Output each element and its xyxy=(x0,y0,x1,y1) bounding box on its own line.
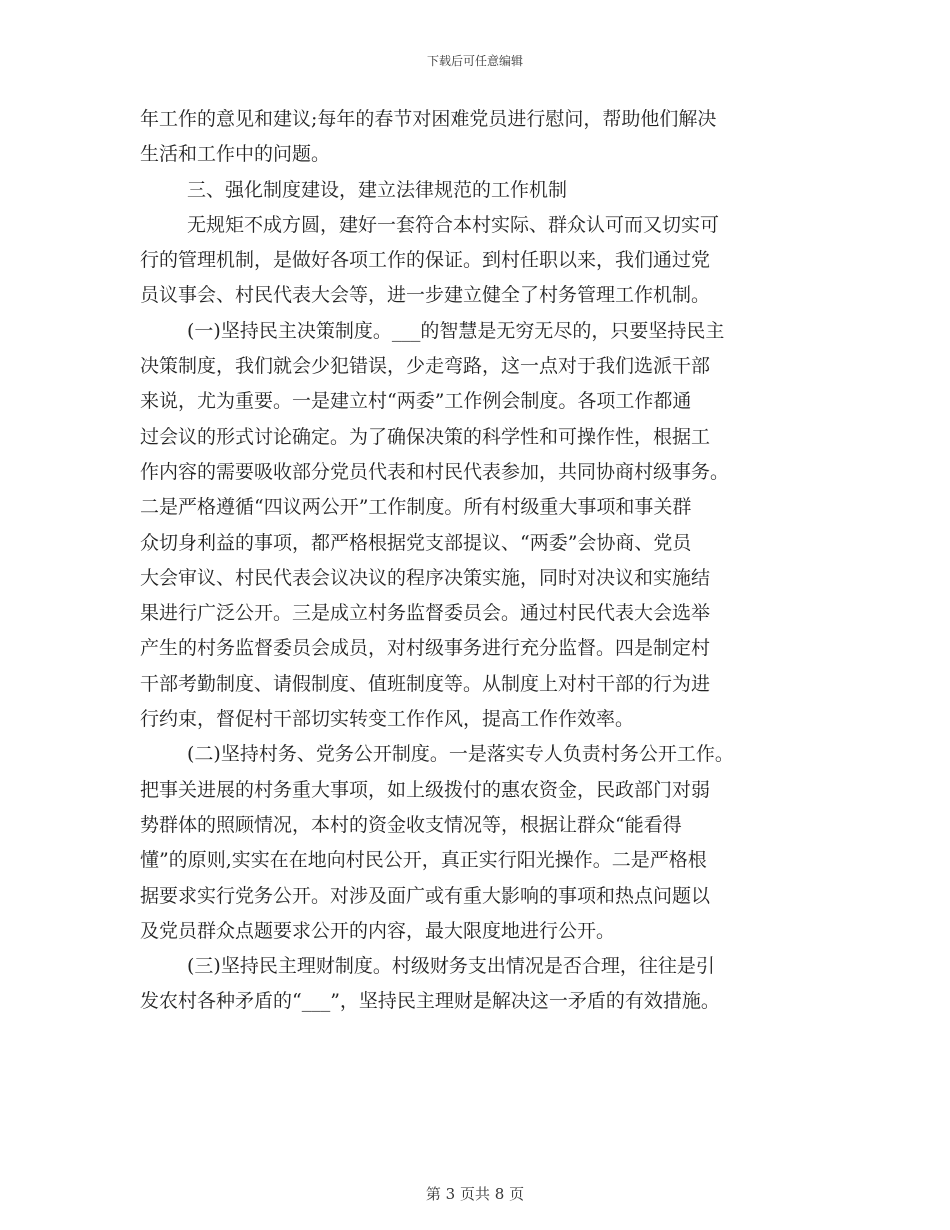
document-body xyxy=(140,102,816,1020)
section-heading: 三、强化制度建设，建立法律规范的工作机制 xyxy=(187,178,568,201)
text-line: 发农村各种矛盾的“___”，坚持民主理财是解决这一矛盾的有效措施。 xyxy=(140,990,720,1013)
text-line: 懂”的原则,实实在在地向村民公开，真正实行阳光操作。二是严格根 xyxy=(140,849,707,872)
text-line: 来说，尤为重要。一是建立村“两委”工作例会制度。各项工作都通 xyxy=(140,390,692,413)
text-line: 决策制度，我们就会少犯错误，少走弯路，这一点对于我们选派干部 xyxy=(140,355,711,378)
text-line: 大会审议、村民代表会议决议的程序决策实施，同时对决议和实施结 xyxy=(140,566,711,589)
page-header-note: 下载后可任意编辑 xyxy=(426,54,523,68)
text-line: 果进行广泛公开。三是成立村务监督委员会。通过村民代表大会选举 xyxy=(140,602,711,625)
text-line: 二是严格遵循“四议两公开”工作制度。所有村级重大事项和事关群 xyxy=(140,496,692,519)
text-line: 据要求实行党务公开。对涉及面广或有重大影响的事项和热点问题以 xyxy=(140,884,711,907)
text-line: 众切身利益的事项，都严格根据党支部提议、“两委”会协商、党员 xyxy=(140,531,692,554)
text-line: 员议事会、村民代表大会等，进一步建立健全了村务管理工作机制。 xyxy=(140,284,711,307)
text-line: 行约束，督促村干部切实转变工作作风，提高工作作效率。 xyxy=(140,708,635,731)
text-line: 作内容的需要吸收部分党员代表和村民代表参加，共同协商村级事务。 xyxy=(140,460,730,483)
text-line: 势群体的照顾情况，本村的资金收支情况等，根据让群众“能看得 xyxy=(140,813,682,836)
text-line: (一)坚持民主决策制度。___的智慧是无穷无尽的，只要坚持民主 xyxy=(187,319,725,342)
text-line: 把事关进展的村务重大事项，如上级拨付的惠农资金，民政部门对弱 xyxy=(140,778,711,801)
page-number: 第 3 页共 8 页 xyxy=(425,1185,525,1203)
text-line: (三)坚持民主理财制度。村级财务支出情况是否合理，往往是引 xyxy=(187,955,715,978)
text-line: 年工作的意见和建议;每年的春节对困难党员进行慰问，帮助他们解决 xyxy=(140,108,717,130)
text-line: 干部考勤制度、请假制度、值班制度等。从制度上对村干部的行为进 xyxy=(140,672,711,695)
text-line: 产生的村务监督委员会成员，对村级事务进行充分监督。四是制定村 xyxy=(140,637,711,660)
text-line: 生活和工作中的问题。 xyxy=(140,143,331,166)
text-line: 及党员群众点题要求公开的内容，最大限度地进行公开。 xyxy=(140,919,616,942)
text-line: 过会议的形式讨论确定。为了确保决策的科学性和可操作性，根据工 xyxy=(140,425,711,448)
text-line: 无规矩不成方圆，建好一套符合本村实际、群众认可而又切实可 xyxy=(187,213,720,236)
text-line: 行的管理机制，是做好各项工作的保证。到村任职以来，我们通过党 xyxy=(140,249,711,272)
text-line: (二)坚持村务、党务公开制度。一是落实专人负责村务公开工作。 xyxy=(187,743,734,766)
